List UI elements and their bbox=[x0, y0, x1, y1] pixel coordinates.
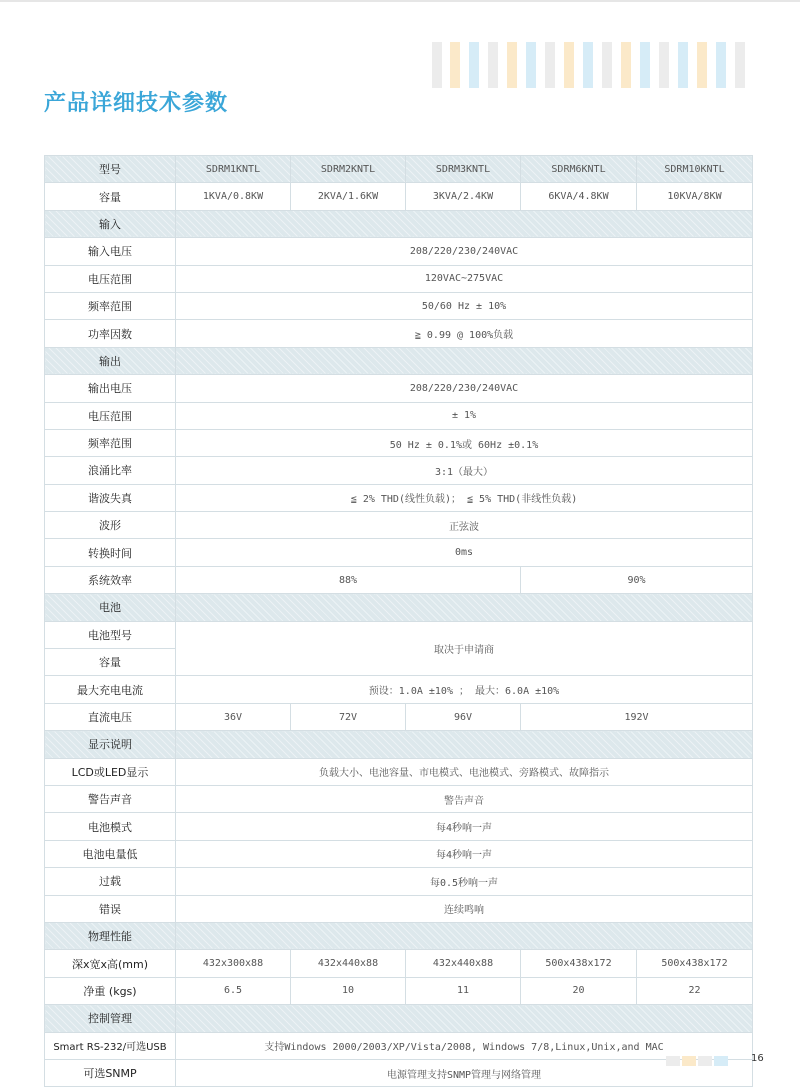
row-label: 可选SNMP bbox=[45, 1059, 176, 1086]
table-row bbox=[45, 292, 753, 319]
section-label: 显示说明 bbox=[45, 731, 176, 758]
section-row-physical bbox=[45, 922, 753, 949]
table-row bbox=[45, 566, 753, 593]
section-row-input bbox=[45, 210, 753, 237]
row-value: 电源管理支持SNMP管理与网络管理 bbox=[176, 1059, 753, 1086]
section-row-display bbox=[45, 731, 753, 758]
row-label: 电池模式 bbox=[45, 813, 176, 840]
section-label: 电池 bbox=[45, 594, 176, 621]
row-label: 最大充电电流 bbox=[45, 676, 176, 703]
row-value: 11 bbox=[406, 977, 521, 1004]
row-label: 浪涌比率 bbox=[45, 457, 176, 484]
table-row bbox=[45, 429, 753, 456]
row-value: 500x438x172 bbox=[521, 950, 637, 977]
row-label: Smart RS-232/可选USB bbox=[45, 1032, 176, 1059]
row-label: 电压范围 bbox=[45, 402, 176, 429]
row-value: 432x300x88 bbox=[176, 950, 291, 977]
row-value: 0ms bbox=[176, 539, 753, 566]
table-row bbox=[45, 785, 753, 812]
model-cell: SDRM10KNTL bbox=[637, 156, 753, 183]
row-label: 频率范围 bbox=[45, 429, 176, 456]
row-label: 输入电压 bbox=[45, 238, 176, 265]
row-label: 转换时间 bbox=[45, 539, 176, 566]
table-row bbox=[45, 840, 753, 867]
table-row bbox=[45, 265, 753, 292]
table-row bbox=[45, 539, 753, 566]
capacity-cell: 1KVA/0.8KW bbox=[176, 183, 291, 210]
table-row bbox=[45, 621, 753, 648]
capacity-cell: 6KVA/4.8KW bbox=[521, 183, 637, 210]
table-row bbox=[45, 977, 753, 1004]
row-label: 功率因数 bbox=[45, 320, 176, 347]
row-value: 连续鸣响 bbox=[176, 895, 753, 922]
row-value: 每4秒响一声 bbox=[176, 813, 753, 840]
section-label: 物理性能 bbox=[45, 922, 176, 949]
row-value: 10 bbox=[291, 977, 406, 1004]
table-row bbox=[45, 1059, 753, 1086]
capacity-cell: 2KVA/1.6KW bbox=[291, 183, 406, 210]
model-cell: SDRM3KNTL bbox=[406, 156, 521, 183]
row-value: 208/220/230/240VAC bbox=[176, 238, 753, 265]
table-row bbox=[45, 484, 753, 511]
row-value: 负载大小、电池容量、市电模式、电池模式、旁路模式、故障指示 bbox=[176, 758, 753, 785]
model-cell: SDRM2KNTL bbox=[291, 156, 406, 183]
row-value: 取决于申请商 bbox=[176, 621, 753, 676]
row-value: 50/60 Hz ± 10% bbox=[176, 292, 753, 319]
row-value: 22 bbox=[637, 977, 753, 1004]
row-label: 容量 bbox=[45, 183, 176, 210]
section-fill bbox=[176, 922, 753, 949]
table-row bbox=[45, 1032, 753, 1059]
row-value: 每4秒响一声 bbox=[176, 840, 753, 867]
section-fill bbox=[176, 594, 753, 621]
row-label: 电池型号 bbox=[45, 621, 176, 648]
section-label: 输出 bbox=[45, 347, 176, 374]
section-fill bbox=[176, 347, 753, 374]
row-value: 20 bbox=[521, 977, 637, 1004]
row-value: 正弦波 bbox=[176, 512, 753, 539]
model-cell: SDRM6KNTL bbox=[521, 156, 637, 183]
row-label: 输出电压 bbox=[45, 375, 176, 402]
row-value: 6.5 bbox=[176, 977, 291, 1004]
row-value: 支持Windows 2000/2003/XP/Vista/2008, Windows 7/8,Linux,Unix,and MAC bbox=[176, 1032, 753, 1059]
decorative-stripes bbox=[432, 42, 752, 88]
row-label: 直流电压 bbox=[45, 703, 176, 730]
row-value: ± 1% bbox=[176, 402, 753, 429]
table-row bbox=[45, 238, 753, 265]
row-value: 120VAC~275VAC bbox=[176, 265, 753, 292]
row-value: 192V bbox=[521, 703, 753, 730]
row-value: 432x440x88 bbox=[406, 950, 521, 977]
row-label: 型号 bbox=[45, 156, 176, 183]
row-value: 90% bbox=[521, 566, 753, 593]
table-row bbox=[45, 402, 753, 429]
section-label: 输入 bbox=[45, 210, 176, 237]
row-label: 容量 bbox=[45, 649, 176, 676]
page-title: 产品详细技术参数 bbox=[44, 91, 229, 116]
section-row-control bbox=[45, 1005, 753, 1032]
row-label: 警告声音 bbox=[45, 785, 176, 812]
row-value: 预设：1.0A ±10% ； 最大：6.0A ±10% bbox=[176, 676, 753, 703]
table-row bbox=[45, 512, 753, 539]
table-row bbox=[45, 676, 753, 703]
section-label: 控制管理 bbox=[45, 1005, 176, 1032]
capacity-cell: 3KVA/2.4KW bbox=[406, 183, 521, 210]
row-label: 过载 bbox=[45, 868, 176, 895]
capacity-cell: 10KVA/8KW bbox=[637, 183, 753, 210]
row-label: 电压范围 bbox=[45, 265, 176, 292]
table-row bbox=[45, 375, 753, 402]
page-number: 16 bbox=[751, 1053, 764, 1064]
row-value: 96V bbox=[406, 703, 521, 730]
row-label: 系统效率 bbox=[45, 566, 176, 593]
row-label: 净重 (kgs) bbox=[45, 977, 176, 1004]
table-row bbox=[45, 950, 753, 977]
row-value: 72V bbox=[291, 703, 406, 730]
top-border-line bbox=[0, 0, 800, 2]
row-value: 3:1（最大） bbox=[176, 457, 753, 484]
section-fill bbox=[176, 210, 753, 237]
row-value: 36V bbox=[176, 703, 291, 730]
row-label: 深x宽x高(mm) bbox=[45, 950, 176, 977]
spec-table bbox=[44, 155, 753, 1087]
table-row bbox=[45, 895, 753, 922]
row-value: ≦ 2% THD(线性负载)； ≦ 5% THD(非线性负载) bbox=[176, 484, 753, 511]
row-value: 警告声音 bbox=[176, 785, 753, 812]
section-fill bbox=[176, 731, 753, 758]
model-cell: SDRM1KNTL bbox=[176, 156, 291, 183]
capacity-row bbox=[45, 183, 753, 210]
row-value: 88% bbox=[176, 566, 521, 593]
row-value: ≧ 0.99 @ 100%负载 bbox=[176, 320, 753, 347]
row-value: 50 Hz ± 0.1%或 60Hz ±0.1% bbox=[176, 429, 753, 456]
table-row bbox=[45, 868, 753, 895]
table-row bbox=[45, 813, 753, 840]
row-label: 错误 bbox=[45, 895, 176, 922]
section-row-output bbox=[45, 347, 753, 374]
table-row bbox=[45, 457, 753, 484]
section-row-battery bbox=[45, 594, 753, 621]
table-row bbox=[45, 703, 753, 730]
row-label: 波形 bbox=[45, 512, 176, 539]
row-value: 432x440x88 bbox=[291, 950, 406, 977]
row-label: LCD或LED显示 bbox=[45, 758, 176, 785]
table-row bbox=[45, 320, 753, 347]
row-value: 500x438x172 bbox=[637, 950, 753, 977]
row-label: 电池电量低 bbox=[45, 840, 176, 867]
row-label: 频率范围 bbox=[45, 292, 176, 319]
row-value: 每0.5秒响一声 bbox=[176, 868, 753, 895]
row-value: 208/220/230/240VAC bbox=[176, 375, 753, 402]
model-row bbox=[45, 156, 753, 183]
section-fill bbox=[176, 1005, 753, 1032]
table-row bbox=[45, 758, 753, 785]
row-label: 谐波失真 bbox=[45, 484, 176, 511]
